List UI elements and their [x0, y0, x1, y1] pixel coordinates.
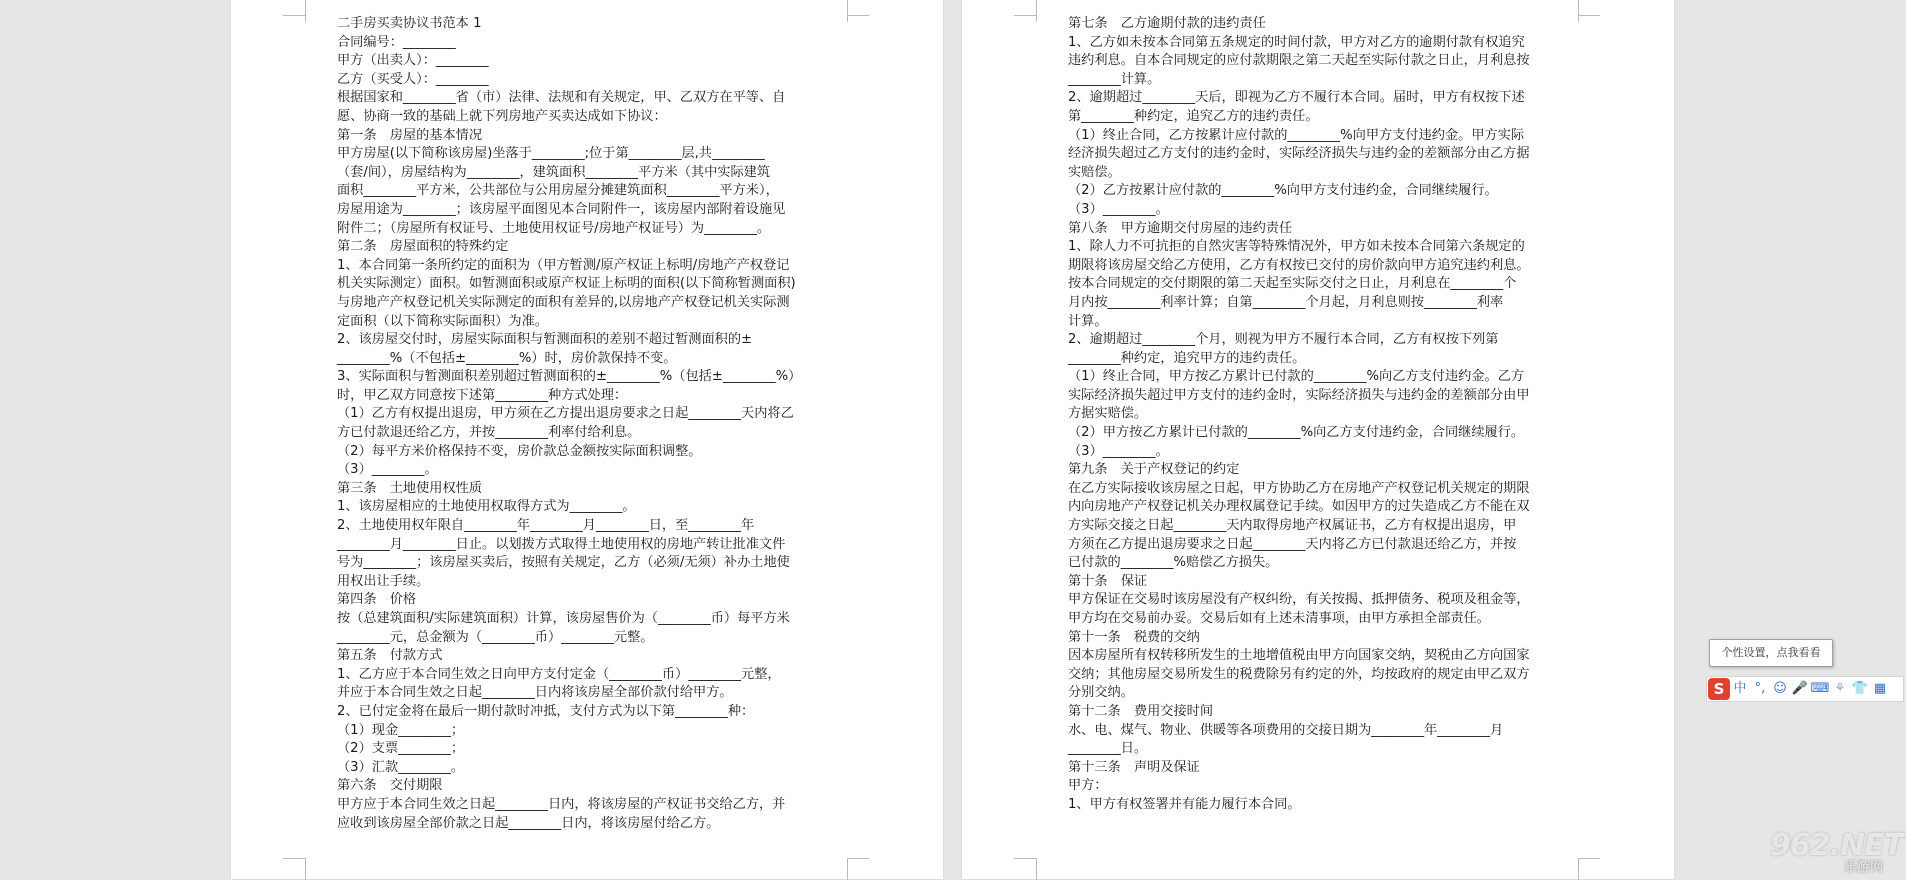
- text-line: 第________种约定，追究乙方的违约责任。: [1068, 108, 1319, 124]
- text-line: 水、电、煤气、物业、供暖等各项费用的交接日期为________年________月: [1068, 722, 1504, 738]
- text-line: 机关实际测定）面积。如暂测面积或原产权证上标明的面积(以下简称暂测面积): [337, 276, 796, 292]
- text-line: 2、已付定金将在最后一期付款时冲抵，支付方式为以下第________种：: [337, 703, 755, 719]
- text-line: ________月________日止。以划拨方式取得土地使用权的房地产转让批准文件: [337, 536, 786, 552]
- text-line: 2、逾期超过________天后，即视为乙方不履行本合同。届时，甲方有权按下述: [1068, 90, 1525, 106]
- tools-icon[interactable]: ⚘: [1834, 681, 1846, 696]
- crop-mark: [283, 15, 305, 16]
- text-line: 面积________平方米，公共部位与公用房屋分摊建筑面积________平方米），: [337, 183, 779, 199]
- crop-mark: [1014, 858, 1036, 859]
- text-line: （1）现金________；: [337, 722, 465, 738]
- text-line: （2）每平方米价格保持不变，房价款总金额按实际面积调整。: [337, 443, 702, 459]
- text-line: （1）乙方有权提出退房，甲方须在乙方提出退房要求之日起________天内将乙: [337, 406, 794, 422]
- punct-toggle[interactable]: °,: [1754, 681, 1766, 696]
- document-page-left[interactable]: [231, 0, 943, 879]
- crop-mark: [847, 858, 848, 880]
- text-line: 甲方：: [1068, 778, 1108, 794]
- text-line: ________日。: [1068, 741, 1148, 757]
- text-line: 愿、协商一致的基础上就下列房地产买卖达成如下协议：: [337, 108, 667, 124]
- contract-text-left[interactable]: [337, 15, 839, 833]
- text-line: （3）________。: [1068, 201, 1169, 217]
- text-line: 定面积（以下简称实际面积）为准。: [337, 313, 548, 329]
- lang-toggle[interactable]: 中: [1733, 681, 1747, 696]
- text-line: 方须在乙方提出退房要求之日起________天内将乙方已付款退还给乙方，并按: [1068, 536, 1517, 552]
- text-line: 第十条 保证: [1068, 573, 1148, 589]
- text-line: 计算。: [1068, 313, 1108, 329]
- emoji-icon[interactable]: ☺: [1773, 681, 1787, 696]
- text-line: 1、除人力不可抗拒的自然灾害等特殊情况外，甲方如未按本合同第六条规定的: [1068, 239, 1525, 255]
- text-line: 应收到该房屋全部价款之日起________日内，将该房屋付给乙方。: [337, 815, 720, 831]
- text-line: 甲方（出卖人）：________: [337, 53, 489, 69]
- text-line: 按（总建筑面积/实际建筑面积）计算，该房屋售价为（________币）每平方米: [337, 611, 790, 626]
- text-line: 在乙方实际接收该房屋之日起，甲方协助乙方在房地产产权登记机关规定的期限: [1068, 480, 1530, 496]
- crop-mark: [1036, 0, 1037, 22]
- crop-mark: [1578, 858, 1600, 859]
- text-line: 二手房买卖协议书范本 1: [337, 16, 482, 31]
- text-line: 月内按________利率计算；自第________个月起，月利息则按________利率: [1068, 294, 1504, 310]
- text-line: 交纳；其他房屋交易所发生的税费除另有约定的外，均按政府的规定由甲乙双方: [1068, 666, 1530, 682]
- text-line: 第十三条 声明及保证: [1068, 759, 1200, 775]
- text-line: ________%（不包括±________%）时，房价款保持不变。: [337, 350, 677, 366]
- text-line: 附件二；（房屋所有权证号、土地使用权证号/房地产权证号）为________。: [337, 220, 771, 236]
- watermark-subtitle: 乐游网: [1844, 860, 1884, 875]
- text-line: 第十一条 税费的交纳: [1068, 629, 1200, 645]
- text-line: 按本合同规定的交付期限的第二天起至实际交付之日止，月利息在________个: [1068, 276, 1517, 292]
- text-line: 方实际交接之日起________天内取得房地产权属证书，乙方有权提出退房，甲: [1068, 518, 1517, 534]
- text-line: 用权出让手续。: [337, 573, 430, 589]
- text-line: ________种约定，追究甲方的违约责任。: [1068, 350, 1306, 366]
- text-line: 方已付款退还给乙方，并按________利率付给利息。: [337, 425, 641, 441]
- crop-mark: [305, 0, 306, 22]
- text-line: 3、实际面积与暂测面积差别超过暂测面积的±________%（包括±________%）: [337, 369, 802, 385]
- text-line: 乙方（买受人）：________: [337, 71, 489, 87]
- keyboard-icon[interactable]: ⌨: [1810, 681, 1830, 696]
- text-line: 第五条 付款方式: [337, 648, 443, 664]
- contract-text-right[interactable]: [1068, 15, 1570, 815]
- voice-icon[interactable]: 🎤: [1791, 681, 1809, 696]
- document-page-right[interactable]: [962, 0, 1674, 879]
- text-line: 甲方应于本合同生效之日起________日内，将该房屋的产权证书交给乙方，并: [337, 796, 786, 812]
- text-line: （3）________。: [337, 462, 438, 478]
- text-line: 分别交纳。: [1068, 685, 1134, 701]
- crop-mark: [1014, 15, 1036, 16]
- text-line: （3）________。: [1068, 443, 1169, 459]
- text-line: （2）乙方按累计应付款的________%向甲方支付违约金，合同继续履行。: [1068, 183, 1498, 199]
- text-line: 号为________；该房屋买卖后，按照有关规定，乙方（必须/无须）补办土地使: [337, 555, 790, 571]
- text-line: 与房地产产权登记机关实际测定的面积有差异的,以房地产产权登记机关实际测: [337, 294, 790, 310]
- text-line: 1、乙方应于本合同生效之日向甲方支付定金（________币）________元整，: [337, 666, 781, 682]
- text-line: 因本房屋所有权转移所发生的土地增值税由甲方向国家交纳，契税由乙方向国家: [1068, 648, 1530, 664]
- text-line: 实际经济损失超过甲方支付的违约金时，实际经济损失与违约金的差额部分由甲: [1068, 387, 1530, 403]
- text-line: ________计算。: [1068, 71, 1161, 87]
- ime-toolbar[interactable]: [1706, 676, 1904, 702]
- text-line: 经济损失超过乙方支付的违约金时，实际经济损失与违约金的差额部分由乙方据: [1068, 146, 1530, 162]
- sogou-logo-icon[interactable]: S: [1708, 678, 1730, 700]
- text-line: 已付款的________%赔偿乙方损失。: [1068, 555, 1279, 571]
- text-line: 合同编号：________: [337, 34, 456, 50]
- text-line: 1、本合同第一条所约定的面积为（甲方暂测/原产权证上标明/房地产产权登记: [337, 257, 790, 273]
- grid-icon[interactable]: ▦: [1873, 681, 1887, 696]
- text-line: 1、该房屋相应的土地使用权取得方式为________。: [337, 499, 636, 515]
- text-line: （1）终止合同，乙方按累计应付款的________%向甲方支付违约金。甲方实际: [1068, 127, 1525, 143]
- crop-mark: [847, 15, 869, 16]
- text-line: 第十二条 费用交接时间: [1068, 703, 1214, 719]
- text-line: 1、乙方如未按本合同第五条规定的时间付款，甲方对乙方的逾期付款有权追究: [1068, 34, 1525, 50]
- text-line: （2）甲方按乙方累计已付款的________%向乙方支付违约金，合同继续履行。: [1068, 425, 1525, 441]
- text-line: 1、甲方有权签署并有能力履行本合同。: [1068, 796, 1301, 812]
- text-line: （1）终止合同，甲方按乙方累计已付款的________%向乙方支付违约金。乙方: [1068, 369, 1525, 385]
- text-line: 方据实赔偿。: [1068, 406, 1148, 422]
- text-line: 第一条 房屋的基本情况: [337, 127, 483, 143]
- text-line: 房屋用途为________；该房屋平面图见本合同附件一，该房屋内部附着设施见: [337, 201, 786, 217]
- text-line: 违约利息。自本合同规定的应付款期限之第二天起至实际付款之日止，月利息按: [1068, 53, 1530, 69]
- text-line: （2）支票________；: [337, 741, 465, 757]
- text-line: 时，甲乙双方同意按下述第________种方式处理：: [337, 387, 628, 403]
- crop-mark: [1578, 858, 1579, 880]
- site-watermark: [1764, 826, 1904, 876]
- watermark-logo: 962.NET: [1770, 828, 1904, 863]
- text-line: （套/间），房屋结构为________，建筑面积________平方米（其中实际建筑: [337, 164, 771, 180]
- crop-mark: [1578, 15, 1600, 16]
- text-line: 甲方保证在交易时该房屋没有产权纠纷，有关按揭、抵押债务、税项及租金等，: [1068, 592, 1530, 608]
- skin-icon[interactable]: 👕: [1851, 681, 1869, 696]
- text-line: 第八条 甲方逾期交付房屋的违约责任: [1068, 220, 1293, 236]
- text-line: 第七条 乙方逾期付款的违约责任: [1068, 16, 1266, 31]
- crop-mark: [847, 858, 869, 859]
- text-line: 甲方房屋(以下简称该房屋)坐落于________;位于第________层,共________: [337, 146, 765, 162]
- text-line: ________元，总金额为（________币）________元整。: [337, 629, 654, 645]
- text-line: 第四条 价格: [337, 592, 417, 608]
- text-line: 第九条 关于产权登记的约定: [1068, 462, 1240, 478]
- crop-mark: [1578, 0, 1579, 22]
- text-line: 期限将该房屋交给乙方使用，乙方有权按已交付的房价款向甲方追究违约利息。: [1068, 257, 1530, 273]
- text-line: 根据国家和________省（市）法律、法规和有关规定，甲、乙双方在平等、自: [337, 90, 786, 106]
- text-line: 实赔偿。: [1068, 164, 1121, 180]
- text-line: 第六条 交付期限: [337, 778, 443, 794]
- crop-mark: [1036, 858, 1037, 880]
- text-line: 并应于本合同生效之日起________日内将该房屋全部价款付给甲方。: [337, 685, 733, 701]
- text-line: 第二条 房屋面积的特殊约定: [337, 239, 509, 255]
- crop-mark: [847, 0, 848, 22]
- crop-mark: [283, 858, 305, 859]
- text-line: 2、该房屋交付时，房屋实际面积与暂测面积的差别不超过暂测面积的±: [337, 332, 753, 348]
- text-line: （3）汇款________。: [337, 759, 465, 775]
- text-line: 第三条 土地使用权性质: [337, 480, 483, 496]
- ime-settings-tooltip[interactable]: 个性设置，点我看看: [1709, 639, 1833, 667]
- crop-mark: [305, 858, 306, 880]
- text-line: 2、土地使用权年限自________年________月________日，至________年: [337, 518, 755, 534]
- text-line: 内向房地产产权登记机关办理权属登记手续。如因甲方的过失造成乙方不能在双: [1068, 499, 1530, 515]
- text-line: 2、逾期超过________个月，则视为甲方不履行本合同，乙方有权按下列第: [1068, 332, 1499, 348]
- text-line: 甲方均在交易前办妥。交易后如有上述未清事项，由甲方承担全部责任。: [1068, 611, 1490, 626]
